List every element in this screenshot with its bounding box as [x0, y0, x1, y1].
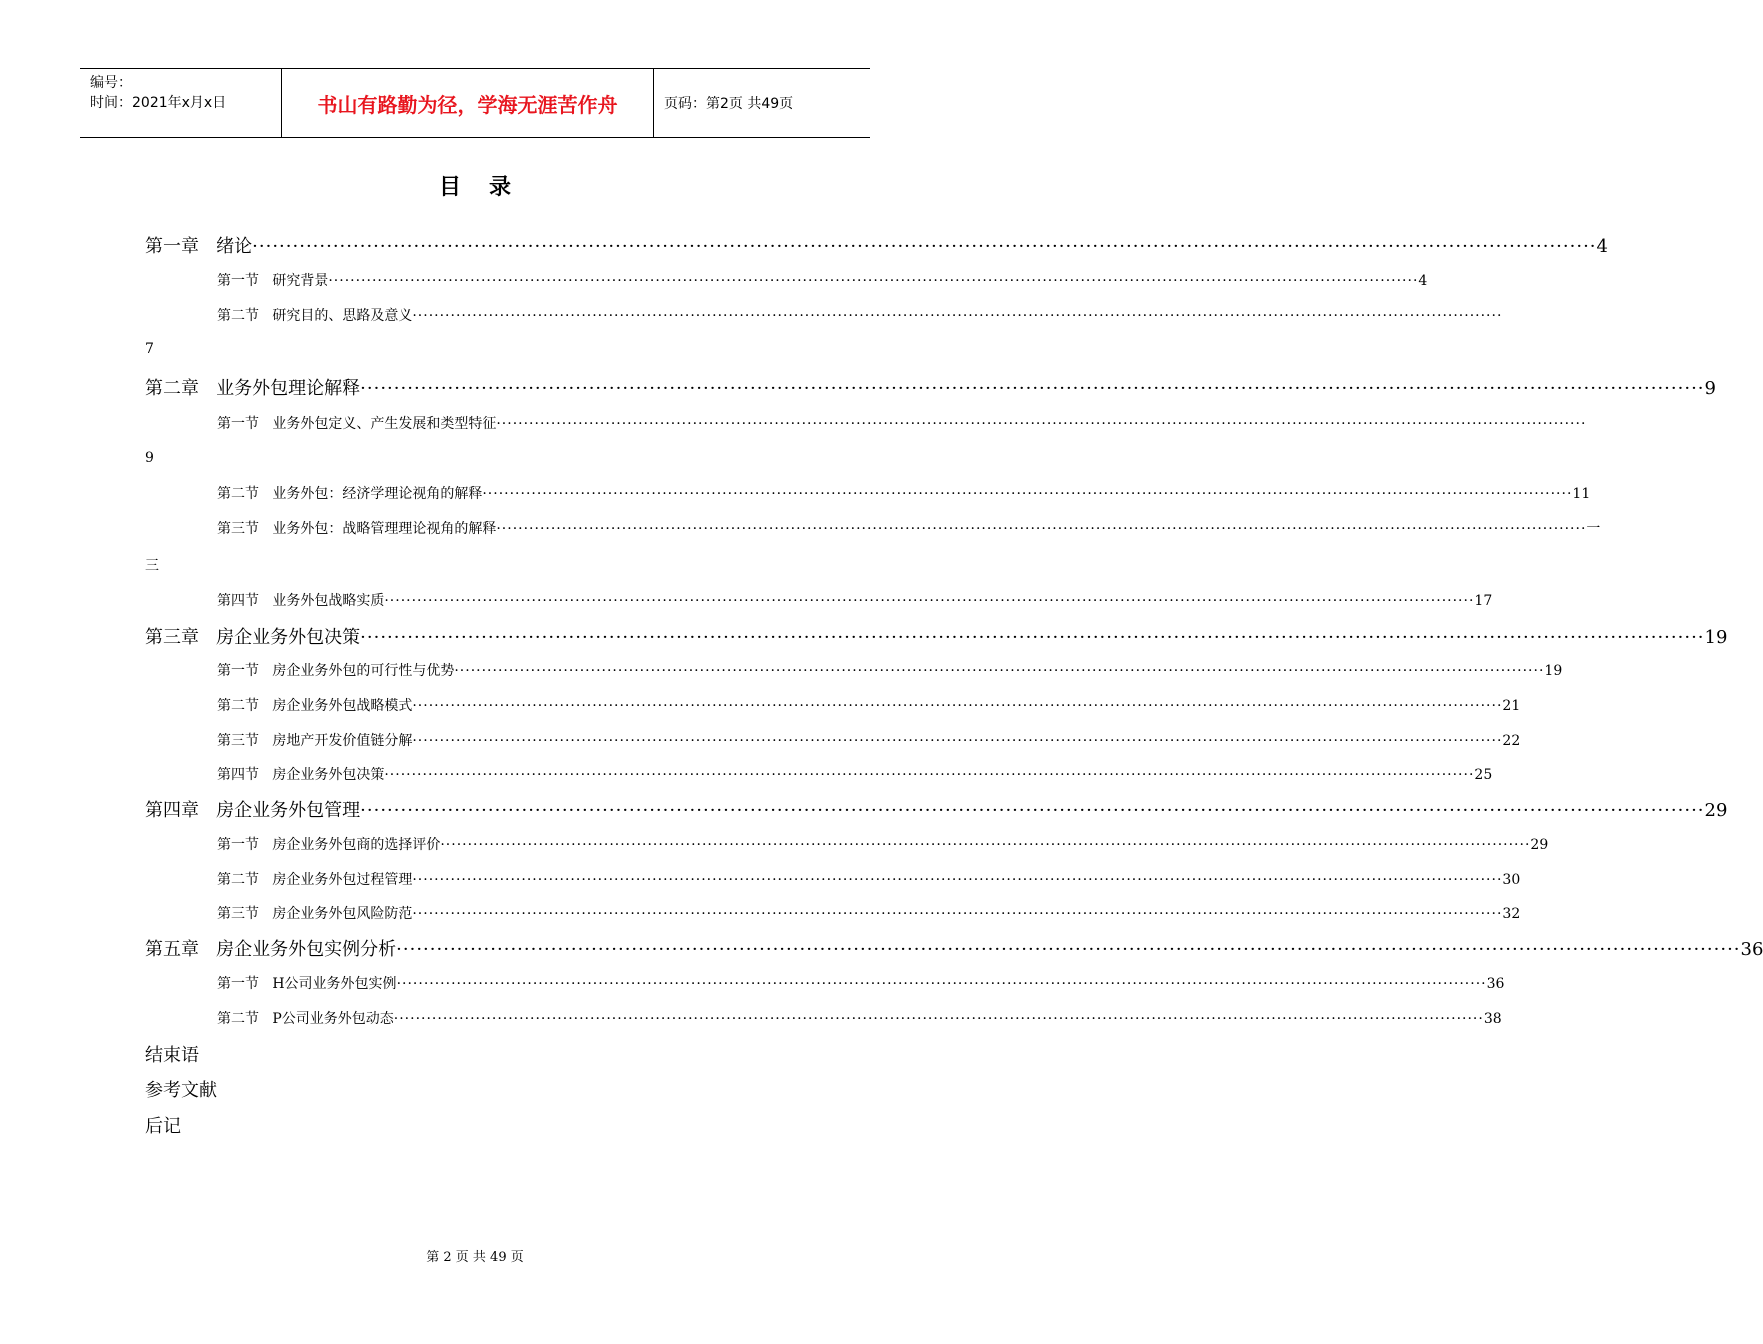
page-header [80, 68, 870, 138]
toc-entry-label: 第一节 房企业务外包商的选择评价 [217, 837, 441, 853]
header-motto: 书山有路勤为径，学海无涯苦作舟 [281, 69, 654, 137]
toc-leader-dots: ········································································································································································································ [360, 378, 1705, 399]
page-title: 目录 [438, 175, 539, 200]
toc-section [217, 730, 1521, 750]
toc-page-number: 17 [1474, 593, 1493, 609]
toc-section [217, 590, 1493, 610]
toc-leader-dots: ········································································································································································································ [496, 521, 1587, 537]
back-matter-item: 后记 [145, 1116, 181, 1137]
toc-page-number: 32 [1502, 906, 1521, 922]
toc-entry-label: 第二节 房企业务外包战略模式 [217, 698, 413, 714]
toc-entry-label: 第二章 业务外包理论解释 [145, 378, 361, 399]
toc-page-number: 9 [1704, 378, 1716, 399]
toc-page-number: 22 [1502, 733, 1521, 749]
toc-entry-label: 第一节 H公司业务外包实例 [217, 976, 397, 992]
toc-leader-dots: ········································································································································································································ [496, 416, 1587, 432]
toc-section [217, 869, 1521, 889]
toc-section [217, 695, 1521, 715]
toc-entry-label: 第三节 房地产开发价值链分解 [217, 733, 413, 749]
toc-page-number-wrapped: 三 [145, 558, 159, 574]
toc-entry-label: 第二节 研究目的、思路及意义 [217, 308, 413, 324]
toc-page-number: 30 [1502, 872, 1521, 888]
toc-leader-dots: ········································································································································································································ [412, 698, 1503, 714]
toc-section [217, 518, 1601, 538]
toc-page-number: 4 [1596, 236, 1608, 257]
back-matter-item: 结束语 [145, 1045, 199, 1066]
toc-page-number: 21 [1502, 698, 1521, 714]
header-time: 时间：2021年x月x日 [90, 95, 227, 111]
toc-leader-dots: ········································································································································································································ [360, 627, 1705, 648]
toc-section [217, 270, 1428, 290]
toc-entry-label: 第二节 房企业务外包过程管理 [217, 872, 413, 888]
toc-section [217, 903, 1521, 923]
toc-entry-label: 第三章 房企业务外包决策 [145, 627, 361, 648]
header-meta [80, 69, 281, 137]
toc-leader-dots: ········································································································································································································ [328, 273, 1419, 289]
toc-entry-label: 第一节 研究背景 [217, 273, 329, 289]
toc-page-number: 36 [1486, 976, 1505, 992]
toc-section [217, 764, 1493, 784]
toc-section [217, 973, 1505, 993]
toc-leader-dots: ········································································································································································································ [384, 767, 1475, 783]
toc-section [217, 483, 1591, 503]
toc-page-number-wrapped: 9 [145, 450, 154, 466]
toc-entry-label: 第二节 P公司业务外包动态 [217, 1011, 394, 1027]
toc-leader-dots: ········································································································································································································ [482, 486, 1573, 502]
toc-page-number: 38 [1483, 1011, 1502, 1027]
toc-chapter [145, 935, 1763, 961]
toc-leader-dots: ········································································································································································································ [412, 308, 1503, 324]
toc-chapter [145, 374, 1716, 400]
toc-entry-label: 第三节 房企业务外包风险防范 [217, 906, 413, 922]
toc-leader-dots: ········································································································································································································ [393, 1011, 1484, 1027]
toc-page-number-wrapped: 7 [145, 341, 154, 357]
header-page-info: 页码：第2页 共49页 [664, 96, 794, 112]
toc-page-number: 25 [1474, 767, 1493, 783]
toc-leader-dots: ········································································································································································································ [440, 837, 1531, 853]
toc-page-number: 29 [1704, 800, 1728, 821]
toc-page-number: 29 [1530, 837, 1549, 853]
toc-leader-dots: ········································································································································································································ [412, 906, 1503, 922]
toc-entry-label: 第一节 业务外包定义、产生发展和类型特征 [217, 416, 497, 432]
toc-entry-label: 第一节 房企业务外包的可行性与优势 [217, 663, 455, 679]
toc-page-number: 4 [1418, 273, 1428, 289]
back-matter-item: 参考文献 [145, 1080, 217, 1101]
toc-section [217, 660, 1563, 680]
toc-leader-dots: ········································································································································································································ [360, 800, 1705, 821]
toc-leader-dots: ········································································································································································································ [412, 733, 1503, 749]
toc-entry-label: 第三节 业务外包：战略管理理论视角的解释 [217, 521, 497, 537]
page-footer: 第 2 页 共 49 页 [426, 1250, 524, 1265]
toc-leader-dots: ········································································································································································································ [396, 976, 1487, 992]
toc-entry-label: 第五章 房企业务外包实例分析 [145, 939, 397, 960]
toc-leader-dots: ········································································································································································································ [252, 236, 1597, 257]
toc-page-number: 11 [1572, 486, 1591, 502]
toc-page-number: 19 [1544, 663, 1563, 679]
toc-entry-label: 第四章 房企业务外包管理 [145, 800, 361, 821]
toc-section [217, 305, 1503, 325]
toc-page-number: 36 [1740, 939, 1763, 960]
toc-chapter [145, 796, 1728, 822]
toc-chapter [145, 232, 1608, 258]
toc-entry-label: 第四节 业务外包战略实质 [217, 593, 385, 609]
toc-leader-dots: ········································································································································································································ [454, 663, 1545, 679]
toc-page-number: 一 [1586, 521, 1601, 537]
toc-entry-label: 第四节 房企业务外包决策 [217, 767, 385, 783]
toc-entry-label: 第二节 业务外包：经济学理论视角的解释 [217, 486, 483, 502]
toc-leader-dots: ········································································································································································································ [384, 593, 1475, 609]
toc-leader-dots: ········································································································································································································ [396, 939, 1741, 960]
toc-leader-dots: ········································································································································································································ [412, 872, 1503, 888]
header-number: 编号： [90, 75, 132, 91]
toc-page-number: 19 [1704, 627, 1728, 648]
toc-chapter [145, 623, 1728, 649]
toc-section [217, 834, 1549, 854]
toc-entry-label: 第一章 绪论 [145, 236, 253, 257]
toc-section [217, 1008, 1502, 1028]
toc-section [217, 413, 1587, 433]
